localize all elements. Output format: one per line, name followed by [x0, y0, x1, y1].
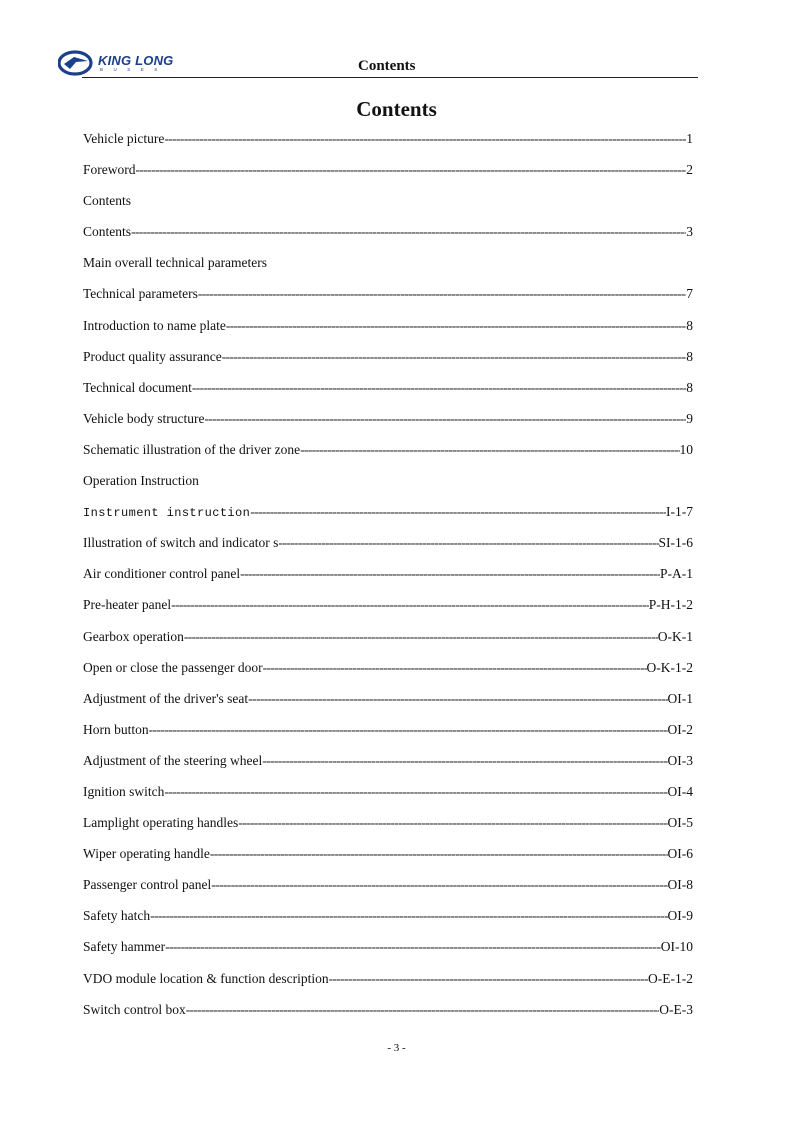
toc-leader-dashes	[278, 533, 658, 553]
toc-entry-label: Vehicle picture	[83, 131, 165, 146]
toc-entry[interactable]	[83, 533, 693, 564]
toc-entry-page: OI-9	[667, 908, 693, 924]
toc-entry-label: Introduction to name plate	[83, 317, 226, 333]
toc-entry[interactable]	[83, 595, 693, 626]
toc-entry[interactable]	[83, 347, 693, 378]
toc-leader-dashes	[222, 347, 687, 367]
toc-leader-dashes	[226, 316, 686, 336]
toc-entry-page: O-E-1-2	[648, 970, 693, 986]
toc-leader-dashes	[198, 284, 686, 304]
toc-leader-dashes	[262, 751, 667, 771]
toc-entry-label: Adjustment of the driver's seat	[83, 690, 249, 706]
toc-entry-label: Adjustment of the steering wheel	[83, 752, 263, 768]
toc-leader-dashes	[210, 844, 668, 864]
toc-entry-label: Pre-heater panel	[83, 597, 172, 613]
toc-entry-label: Safety hatch	[83, 908, 151, 924]
toc-entry-label: Lamplight operating handles	[83, 815, 239, 831]
toc-leader-dashes	[211, 875, 667, 895]
toc-entry[interactable]	[83, 129, 693, 160]
toc-entry-page: 8	[686, 379, 693, 395]
toc-entry-label: Switch control box	[83, 1001, 186, 1017]
toc-entry-label: Ignition switch	[83, 783, 165, 799]
toc-entry-label: Open or close the passenger door	[83, 659, 263, 675]
toc-entry-page: OI-1	[667, 690, 693, 706]
toc-leader-dashes	[186, 1000, 660, 1020]
page-number: - 3 -	[387, 1042, 406, 1054]
toc-section-heading[interactable]: Operation Instruction	[83, 473, 199, 489]
toc-entry[interactable]	[83, 627, 693, 658]
toc-entry-label: Foreword	[83, 162, 136, 178]
toc-entry-page: 2	[686, 162, 693, 178]
toc-entry-page: OI-4	[667, 783, 693, 799]
toc-leader-dashes	[300, 440, 679, 460]
toc-entry[interactable]	[83, 284, 693, 315]
toc-entry[interactable]	[83, 720, 693, 751]
toc-entry-page: O-K-1-2	[646, 659, 693, 675]
toc-leader-dashes	[238, 813, 667, 833]
page-header	[58, 48, 698, 78]
toc-entry[interactable]	[83, 782, 693, 813]
toc-entry-page: I-1-7	[666, 504, 693, 520]
toc-leader-dashes	[184, 627, 658, 647]
toc-entry-page: 10	[679, 441, 693, 457]
toc-entry-label: Horn button	[83, 721, 149, 737]
toc-entry[interactable]	[83, 906, 693, 937]
logo-subtext: BUSES	[100, 67, 168, 72]
toc-leader-dashes	[131, 222, 686, 242]
toc-entry-page: P-H-1-2	[648, 597, 693, 613]
toc-entry[interactable]	[83, 937, 693, 968]
toc-entry-label: Contents	[83, 224, 132, 240]
toc-entry-label: VDO module location & function description	[83, 970, 329, 986]
toc-leader-dashes	[136, 160, 687, 180]
logo-wordmark: KING LONG	[98, 53, 174, 68]
toc-entry-page: OI-10	[660, 939, 693, 955]
toc-entry-page: OI-3	[667, 752, 693, 768]
toc-entry-page: 7	[686, 286, 693, 302]
toc-leader-dashes	[171, 595, 649, 615]
toc-entry-page: OI-6	[667, 846, 693, 862]
toc-entry-page: 3	[686, 224, 693, 240]
toc-entry[interactable]	[83, 222, 693, 253]
toc-section-heading[interactable]: Main overall technical parameters	[83, 255, 268, 271]
toc-entry-label: Illustration of switch and indicator s	[83, 535, 279, 551]
toc-entry-page: O-K-1	[657, 628, 693, 644]
toc-entry-page: 1	[686, 131, 693, 146]
toc-entry-page: O-E-3	[659, 1001, 693, 1017]
toc-entry[interactable]	[83, 564, 693, 595]
toc-entry-label: Product quality assurance	[83, 348, 222, 364]
toc-entry-page: OI-8	[667, 877, 693, 893]
toc-leader-dashes	[250, 502, 666, 522]
toc-entry[interactable]	[83, 844, 693, 875]
toc-entry-page: OI-2	[667, 721, 693, 737]
toc-entry[interactable]	[83, 409, 693, 440]
toc-leader-dashes	[248, 689, 667, 709]
toc-entry-label: Safety hammer	[83, 939, 166, 955]
toc-section-heading[interactable]: Contents	[83, 193, 132, 209]
toc-leader-dashes	[204, 409, 686, 429]
king-long-logo-icon	[58, 50, 94, 76]
toc-leader-dashes	[149, 720, 668, 740]
toc-entry-page: OI-5	[667, 815, 693, 831]
header-divider	[82, 77, 698, 78]
toc-entry-label: Instrument instruction	[83, 506, 251, 521]
toc-entry-label: Technical document	[83, 379, 192, 395]
toc-entry-label: Wiper operating handle	[83, 846, 210, 862]
toc-entry-page: 9	[686, 410, 693, 426]
toc-leader-dashes	[263, 658, 647, 678]
toc-entry[interactable]	[83, 1000, 693, 1031]
toc-entry[interactable]	[83, 160, 693, 191]
toc-entry[interactable]	[83, 378, 693, 409]
toc-leader-dashes	[165, 937, 661, 957]
toc-leader-dashes	[192, 378, 686, 398]
toc-entry-page: SI-1-6	[658, 535, 693, 551]
toc-leader-dashes	[329, 969, 648, 989]
toc-entry-label: Passenger control panel	[83, 877, 212, 893]
toc-entry[interactable]	[83, 316, 693, 347]
toc-entry[interactable]	[83, 813, 693, 844]
toc-entry-page: P-A-1	[660, 566, 693, 582]
toc-entry-page: 8	[686, 317, 693, 333]
toc-entry[interactable]	[83, 875, 693, 906]
toc-entry[interactable]	[83, 689, 693, 720]
toc-entry[interactable]	[83, 658, 693, 689]
toc-entry[interactable]	[83, 969, 693, 1000]
toc-leader-dashes	[150, 906, 667, 926]
toc-entry-label: Schematic illustration of the driver zone	[83, 441, 301, 457]
toc-leader-dashes	[240, 564, 660, 584]
page-title: Contents	[356, 97, 437, 121]
table-of-contents	[83, 129, 693, 1031]
toc-entry-label: Technical parameters	[83, 286, 198, 302]
toc-entry-label: Air conditioner control panel	[83, 566, 241, 582]
toc-entry[interactable]	[83, 751, 693, 782]
toc-leader-dashes	[164, 782, 667, 802]
running-header-title: Contents	[358, 58, 416, 74]
toc-entry-label: Vehicle body structure	[83, 410, 205, 426]
toc-entry[interactable]	[83, 502, 693, 533]
toc-entry-page: 8	[686, 348, 693, 364]
toc-entry-label: Gearbox operation	[83, 628, 184, 644]
toc-leader-dashes	[164, 129, 686, 149]
toc-entry[interactable]	[83, 440, 693, 471]
